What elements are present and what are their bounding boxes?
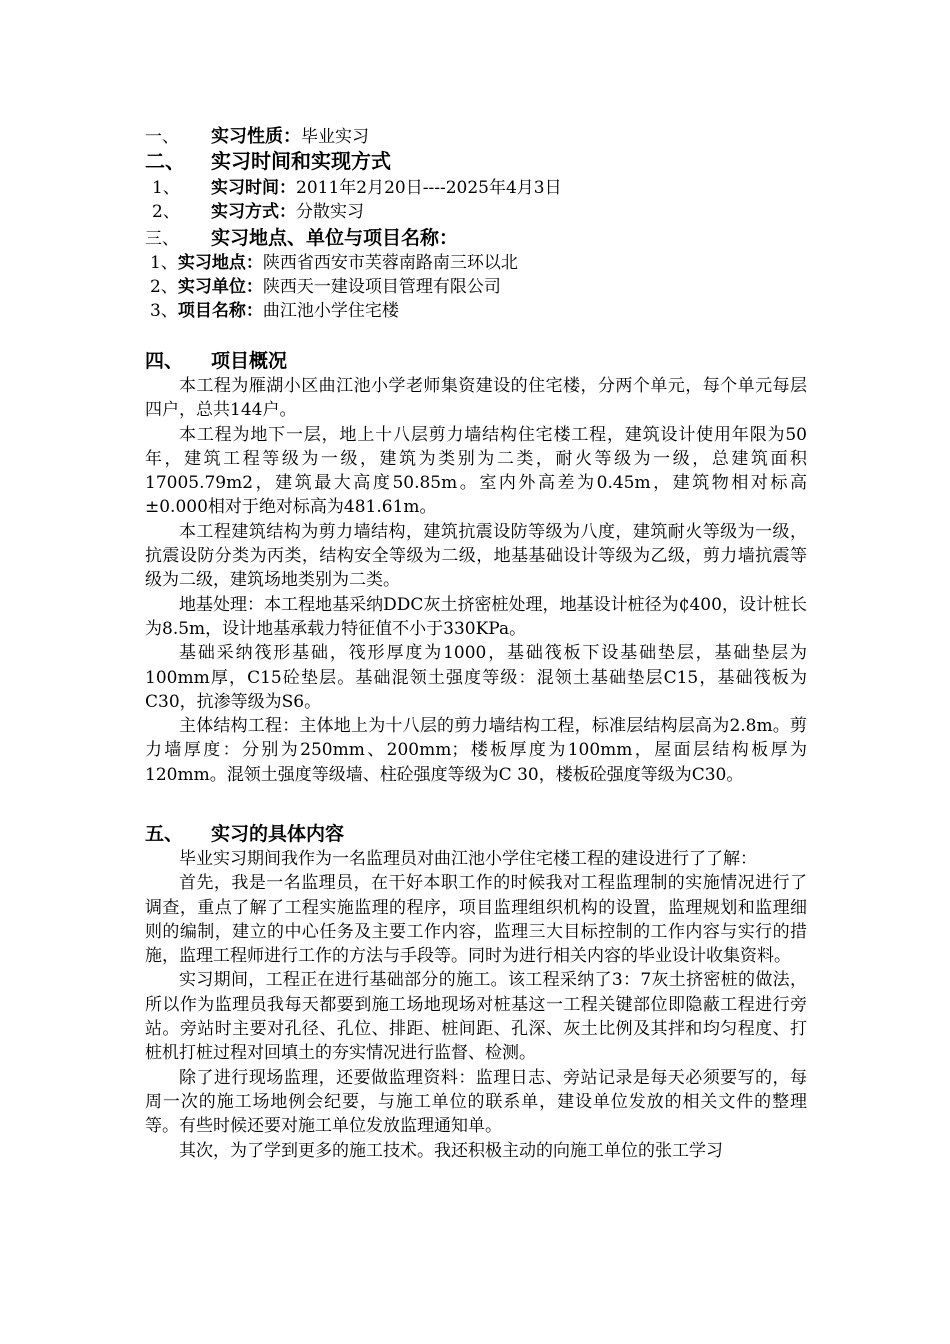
item-value: 陕西天一建设项目管理有限公司	[262, 277, 501, 297]
content-paragraph: 毕业实习期间我作为一名监理员对曲江池小学住宅楼工程的建设进行了了解：	[179, 849, 757, 869]
item-number: 1、	[150, 253, 178, 273]
item-number: 2、	[152, 202, 180, 222]
item-number: 3、	[150, 301, 178, 321]
content-paragraphs	[145, 847, 807, 1163]
section-3-number: 三、	[145, 229, 179, 249]
section-4-heading	[145, 349, 287, 374]
section-4-number: 四、	[145, 350, 184, 372]
section-5-label: 实习的具体内容	[211, 823, 345, 845]
item-value: 陕西省西安市芙蓉南路南三环以北	[262, 253, 518, 273]
content-paragraph: 首先，我是一名监理员，在干好本职工作的时候我对工程监理制的实施情况进行了调查，重点了解了工程实施监理的程序，项目监理组织机构的设置，监理规划和监理细则的编制，建立的中心任务及主要工作内容，监理三大目标控制的工作内容与实行的措施，监理工程师进行工作的方法与手段等。同时为进行相关内容的毕业设计收集资料。	[145, 873, 807, 967]
section-4-label: 项目概况	[211, 350, 288, 372]
content-paragraph: 实习期间，工程正在进行基础部分的施工。该工程采纳了3：7灰土挤密桩的做法，所以作为监理员我每天都要到施工场地现场对桩基这一工程关键部位即隐蔽工程进行旁站。旁站时主要对孔径、孔位、排距、桩间距、孔深、灰土比例及其拌和均匀程度、打桩机打桩过程对回填土的夯实情况进行监督、检测。	[145, 970, 807, 1064]
overview-paragraph: 本工程建筑结构为剪力墙结构，建筑抗震设防等级为八度，建筑耐火等级为一级，抗震设防分类为丙类，结构安全等级为二级，地基基础设计等级为乙级，剪力墙抗震等级为二级，建筑场地类别为二类。	[145, 521, 807, 591]
overview-paragraph: 基础采纳筏形基础，筏形厚度为1000，基础筏板下设基础垫层，基础垫层为100mm厚，C15砼垫层。基础混领土强度等级：混领土基础垫层C15，基础筏板为C30，抗渗等级为S6。	[145, 643, 807, 712]
section-5-number: 五、	[145, 823, 184, 845]
item-label: 实习地点：	[177, 253, 263, 273]
section-1-value: 毕业实习	[301, 127, 369, 147]
item-value: 2011年2月20日----2025年4月3日	[296, 178, 562, 198]
overview-paragraph: 主体结构工程：主体地上为十八层的剪力墙结构工程，标准层结构层高为2.8m。剪力墙厚度：分别为250mm、200mm；楼板厚度为100mm，屋面层结构板厚为120mm。混领土强度等级墙、柱砼强度等级为C 30，楼板砼强度等级为C30。	[145, 716, 807, 785]
overview-paragraphs	[145, 374, 807, 787]
item-value: 曲江池小学住宅楼	[262, 301, 399, 321]
section-2-item-1	[152, 176, 562, 200]
section-2-label: 实习时间和实现方式	[211, 149, 391, 173]
section-3-item-2	[150, 275, 501, 299]
item-value: 分散实习	[296, 202, 364, 222]
item-label: 项目名称：	[177, 301, 263, 321]
item-number: 1、	[152, 178, 180, 198]
item-label: 实习方式：	[211, 202, 296, 222]
item-number: 2、	[150, 277, 178, 297]
section-3-item-1	[150, 251, 518, 275]
content-paragraph: 其次，为了学到更多的施工技术。我还积极主动的向施工单位的张工学习	[179, 1140, 723, 1161]
section-3-label: 实习地点、单位与项目名称：	[211, 227, 459, 249]
section-1-label: 实习性质：	[211, 126, 301, 147]
item-label: 实习时间：	[211, 178, 296, 198]
section-1-number: 一、	[145, 127, 179, 147]
overview-paragraph: 本工程为雁湖小区曲江池小学老师集资建设的住宅楼，分两个单元，每个单元每层四户，总共144户。	[145, 376, 807, 421]
overview-paragraph: 本工程为地下一层，地上十八层剪力墙结构住宅楼工程，建筑设计使用年限为50年，建筑工程等级为一级，建筑为类别为二类，耐火等级为一级，总建筑面积17005.79m2，建筑最大高度50.85m。室内外高差为0.45m，建筑物相对标高±0.000相对于绝对标高为481.61m。	[145, 424, 807, 518]
overview-paragraph: 地基处理：本工程地基采纳DDC灰土挤密桩处理，地基设计桩径为₵400，设计桩长为8.5m，设计地基承载力特征值不小于330KPa。	[145, 594, 807, 639]
item-label: 实习单位：	[177, 277, 263, 297]
section-3-item-3	[150, 299, 399, 323]
section-2-item-2	[152, 200, 364, 224]
section-2-number: 二、	[145, 149, 185, 173]
section-2-heading	[145, 149, 391, 175]
section-3-heading	[145, 226, 458, 251]
section-5-heading	[145, 822, 344, 847]
content-paragraph: 除了进行现场监理，还要做监理资料：监理日志、旁站记录是每天必须要写的，每周一次的施工场地例会纪要，与施工单位的联系单，建设单位发放的相关文件的整理等。有些时候还要对施工单位发放监理通知单。	[145, 1067, 807, 1137]
section-1-heading	[145, 125, 369, 149]
